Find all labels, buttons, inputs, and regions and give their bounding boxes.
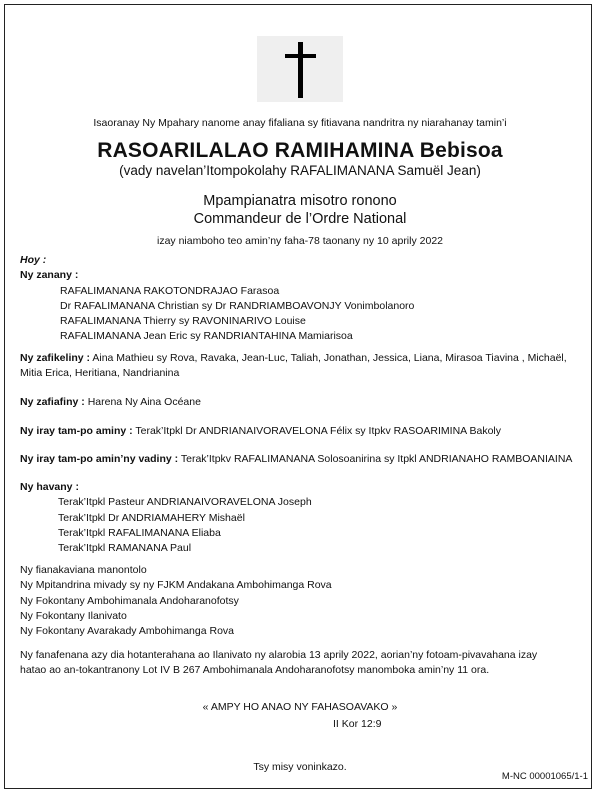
child-item: Dr RAFALIMANANA Christian sy Dr RANDRIAMBOAVONJY Vonimbolanoro [60,299,415,312]
funeral-line: Ny fanafenana azy dia hotanterahana ao Ilanivato ny alarobia 13 aprily 2022, aorian’ny fotoam-pivavahana izay [20,649,538,661]
funeral-block [20,648,580,679]
family-block [20,253,580,345]
grandchildren-list: Aina Mathieu sy Rova, Ravaka, Jean-Luc, Taliah, Jonathan, Jessica, Liana, Mirasoa Tiavina , Michaël, [92,352,567,364]
cross-emblem [257,36,343,102]
siblings-block [20,424,580,439]
relative-item: Terak’Itpkl RAMANANA Paul [58,542,192,555]
community-item: Ny Fokontany Ambohimanala Andoharanofotsy [20,594,239,607]
relative-item: Terak’Itpkl Dr ANDRIAMAHERY Mishaël [58,511,245,524]
grandchildren-list-cont: Mitia Erica, Heritiana, Nandrianina [20,367,180,380]
relative-item: Terak’Itpkl RAFALIMANANA Eliaba [58,526,221,539]
intro-text: Isaoranay Ny Mpahary nanome anay fifaliana sy fitiavana nandritra ny niarahanay tamin’i [93,117,507,129]
in-laws-label: Ny iray tam-po amin’ny vadiny : [20,453,179,465]
child-item: RAFALIMANANA Jean Eric sy RANDRIANTAHINA Mamiarisoa [60,330,353,343]
role-commander: Commandeur de l’Ordre National [193,211,407,227]
widow-of: (vady navelan’Itompokolahy RAFALIMANANA Samuël Jean) [119,163,481,178]
community-block [20,563,580,639]
document-id: M-NC 00001065/1-1 [501,771,588,782]
great-grandchildren-list: Harena Ny Aina Océane [87,396,201,408]
great-grandchildren-block [20,395,580,410]
community-item: Ny fianakaviana manontolo [20,564,147,576]
funeral-line: hatao ao an-tokantranony Lot IV B 267 Ambohimanala Andoharanofotsy manomboka amin’ny 11 ora. [20,664,490,677]
grandchildren-block [20,351,580,382]
great-grandchildren-label: Ny zafiafiny : [20,396,85,408]
community-item: Ny Mpitandrina mivady sy ny FJKM Andakana Ambohimanga Rova [20,579,332,592]
cross-icon [298,42,303,98]
relative-item: Terak’Itpkl Pasteur ANDRIANAIVORAVELONA Joseph [58,496,312,509]
siblings-label: Ny iray tam-po aminy : [20,425,133,437]
age-date: izay niamboho teo amin’ny faha-78 taonany ny 10 aprily 2022 [156,235,444,247]
relatives-label: Ny havany : [20,481,79,493]
siblings-text: Terak’Itpkl Dr ANDRIANAIVORAVELONA Félix sy Itpkv RASOARIMINA Bakoly [135,425,502,437]
bible-quote: « AMPY HO ANAO NY FAHASOAVAKO » [202,701,398,713]
deceased-name: RASOARILALAO RAMIHAMINA Bebisoa [97,139,503,162]
cross-icon-bar [285,54,316,58]
hoy-label: Hoy : [20,254,47,266]
in-laws-block [20,452,580,467]
bible-reference: II Kor 12:9 [333,718,382,730]
in-laws-text: Terak’Itpkv RAFALIMANANA Solosoanirina sy Itpkl ANDRIANAHO RAMBOANIAINA [180,453,573,465]
closing-note: Tsy misy voninkazo. [253,761,347,773]
community-item: Ny Fokontany Avarakady Ambohimanga Rova [20,625,235,638]
child-item: RAFALIMANANA Thierry sy RAVONINARIVO Louise [60,315,306,328]
relatives-block [20,480,580,556]
children-label: Ny zanany : [20,269,79,282]
community-item: Ny Fokontany Ilanivato [20,609,127,622]
child-item: RAFALIMANANA RAKOTONDRAJAO Farasoa [60,284,280,297]
role-retired-teacher: Mpampianatra misotro ronono [203,193,397,209]
grandchildren-label: Ny zafikeliny : [20,352,91,364]
